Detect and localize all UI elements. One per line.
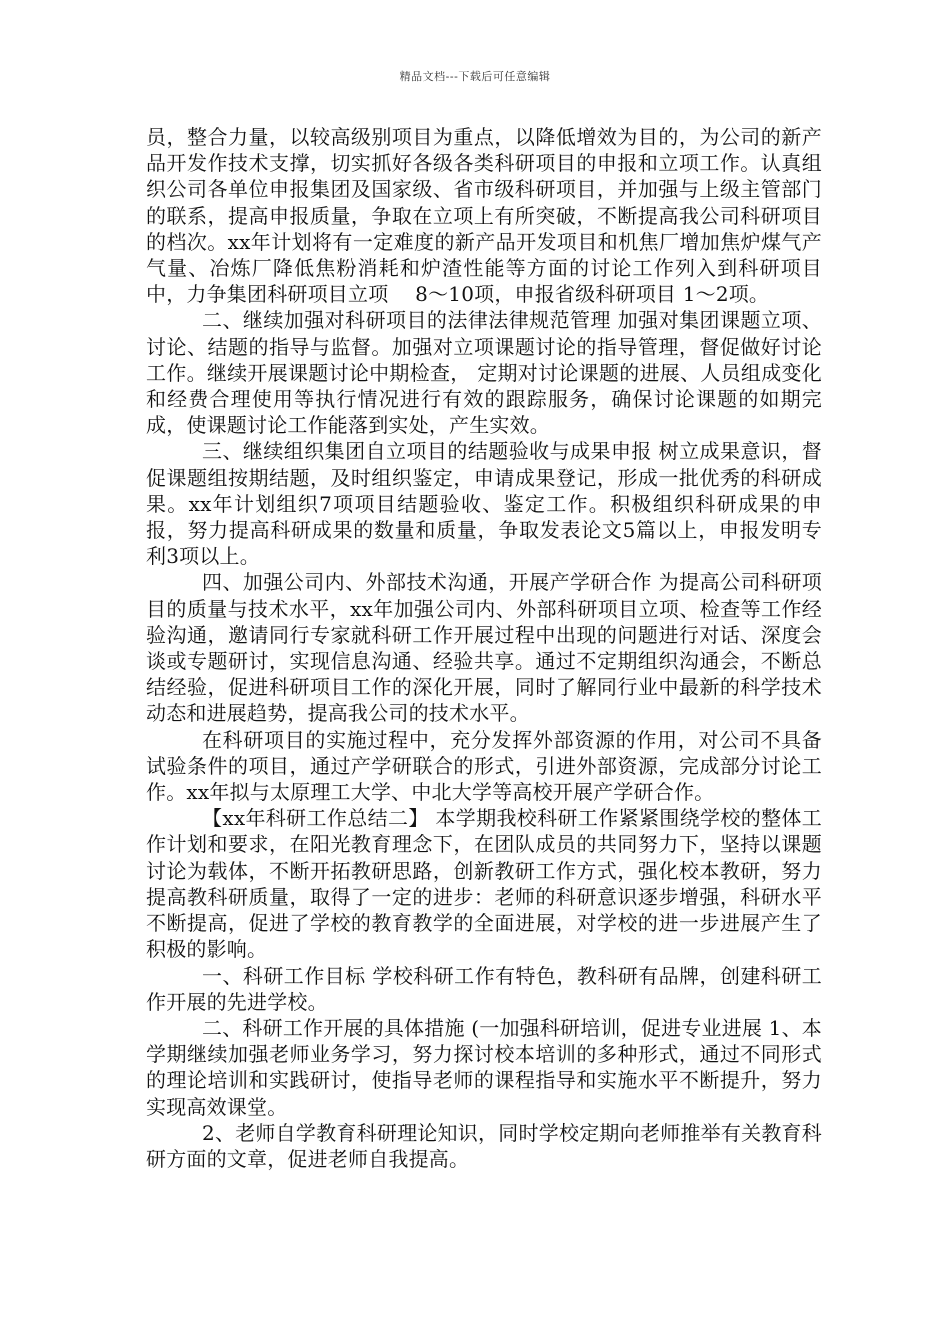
- paragraph-9: 2、老师自学教育科研理论知识，同时学校定期向老师推举有关教育科研方面的文章，促进老师自我提高。: [146, 1120, 822, 1171]
- paragraph-2: 二、继续加强对科研项目的法律法律规范管理 加强对集团课题立项、讨论、结题的指导与监督。加强对立项课题讨论的指导管理，督促做好讨论工作。继续开展课题讨论中期检查， 定期对讨论课题的进展、人员组成变化和经费合理使用等执行情况进行有效的跟踪服务，确保讨论课题的如期完成，使课题讨论工作能落到实处，产生实效。: [146, 308, 822, 438]
- document-body: [146, 124, 822, 1172]
- page-header: 精品文档---下载后可任意编辑: [399, 70, 551, 83]
- paragraph-4: 四、加强公司内、外部技术沟通，开展产学研合作 为提高公司科研项目的质量与技术水平，xx年加强公司内、外部科研项目立项、检查等工作经验沟通，邀请同行专家就科研工作开展过程中出现的问题进行对话、深度会谈或专题研讨，实现信息沟通、经验共享。通过不定期组织沟通会，不断总结经验，促进科研项目工作的深化开展，同时了解同行业中最新的科学技术动态和进展趋势，提高我公司的技术水平。: [146, 570, 822, 726]
- paragraph-6: 【xx年科研工作总结二】 本学期我校科研工作紧紧围绕学校的整体工作计划和要求，在阳光教育理念下，在团队成员的共同努力下，坚持以课题讨论为载体，不断开拓教研思路，创新教研工作方式，强化校本教研，努力提高教科研质量，取得了一定的进步：老师的科研意识逐步增强，科研水平不断提高，促进了学校的教育教学的全面进展，对学校的进一步进展产生了积极的影响。: [146, 806, 822, 962]
- paragraph-1: 员，整合力量，以较高级别项目为重点，以降低增效为目的，为公司的新产品开发作技术支撑，切实抓好各级各类科研项目的申报和立项工作。认真组织公司各单位申报集团及国家级、省市级科研项目，并加强与上级主管部门的联系，提高申报质量，争取在立项上有所突破，不断提高我公司科研项目的档次。xx年计划将有一定难度的新产品开发项目和机焦厂增加焦炉煤气产气量、冶炼厂降低焦粉消耗和炉渣性能等方面的讨论工作列入到科研项目中，力争集团科研项目立项 8～10项，申报省级科研项目 1～2项。: [146, 125, 822, 307]
- paragraph-8: 二、科研工作开展的具体措施 (一加强科研培训，促进专业进展 1、本学期继续加强老师业务学习，努力探讨校本培训的多种形式，通过不同形式的理论培训和实践研讨，使指导老师的课程指导和实施水平不断提升，努力实现高效课堂。: [146, 1015, 822, 1119]
- paragraph-7: 一、科研工作目标 学校科研工作有特色，教科研有品牌，创建科研工作开展的先进学校。: [146, 963, 822, 1014]
- paragraph-5: 在科研项目的实施过程中，充分发挥外部资源的作用，对公司不具备试验条件的项目，通过产学研联合的形式，引进外部资源，完成部分讨论工作。xx年拟与太原理工大学、中北大学等高校开展产学研合作。: [146, 727, 822, 805]
- paragraph-3: 三、继续组织集团自立项目的结题验收与成果申报 树立成果意识，督促课题组按期结题，及时组织鉴定，申请成果登记，形成一批优秀的科研成果。xx年计划组织7项项目结题验收、鉴定工作。积极组织科研成果的申报，努力提高科研成果的数量和质量，争取发表论文5篇以上，申报发明专利3项以上。: [146, 439, 822, 569]
